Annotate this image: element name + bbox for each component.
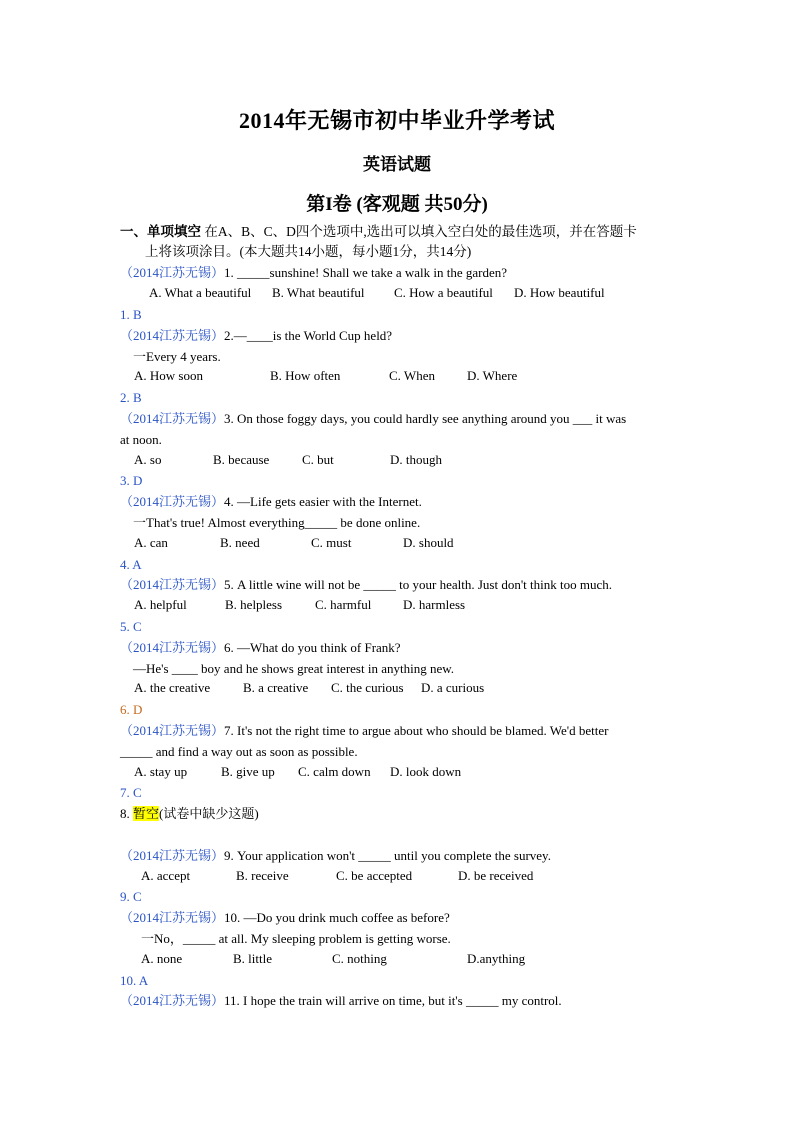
section-title: 第I卷 (客观题 共50分) — [306, 194, 488, 215]
option: D. though — [390, 452, 442, 467]
source-tag: （2014江苏无锡） — [120, 494, 225, 509]
source-tag: （2014江苏无锡） — [120, 411, 225, 426]
source-tag: （2014江苏无锡） — [120, 723, 225, 738]
exam-title: 2014年无锡市初中毕业升学考试 — [238, 108, 555, 133]
option: C. but — [302, 452, 334, 467]
option: D. should — [403, 535, 454, 550]
answer: 9. C — [120, 889, 142, 904]
option: D. look down — [390, 764, 462, 779]
option: C. harmful — [315, 597, 372, 612]
option: A. How soon — [134, 368, 203, 383]
source-tag: （2014江苏无锡） — [120, 640, 225, 655]
source-tag: （2014江苏无锡） — [120, 577, 225, 592]
option: C. calm down — [298, 764, 371, 779]
option: C. How a beautiful — [394, 285, 493, 300]
option: A. the creative — [134, 680, 211, 695]
highlight: 暂空 — [133, 806, 160, 821]
question-stem: （2014江苏无锡）5. A little wine will not be _____ to your health. Just don't think too much. — [120, 577, 612, 592]
option: B. need — [220, 535, 260, 550]
question-stem: （2014江苏无锡）10. —Do you drink much coffee as before? — [120, 910, 450, 925]
option: B. give up — [221, 764, 275, 779]
answer: 6. D — [120, 702, 143, 717]
answer: 2. B — [120, 390, 142, 405]
option: B. How often — [270, 368, 341, 383]
answer: 10. A — [120, 973, 149, 988]
option: A. What a beautiful — [149, 285, 252, 300]
answer: 5. C — [120, 619, 142, 634]
option: D. Where — [467, 368, 518, 383]
option: A. accept — [141, 868, 191, 883]
option: C. must — [311, 535, 352, 550]
option: B. little — [233, 951, 272, 966]
question-line-2: 一That's true! Almost everything_____ be done online. — [133, 515, 421, 530]
question-line-2: 一Every 4 years. — [133, 349, 221, 364]
answer: 4. A — [120, 557, 142, 572]
exam-subtitle: 英语试题 — [363, 155, 431, 174]
option: B. receive — [236, 868, 289, 883]
question-stem: （2014江苏无锡）1. _____sunshine! Shall we take a walk in the garden? — [120, 265, 508, 280]
option: C. be accepted — [336, 868, 413, 883]
source-tag: （2014江苏无锡） — [120, 848, 225, 863]
option: D. How beautiful — [514, 285, 605, 300]
option: A. can — [134, 535, 168, 550]
option: D. harmless — [403, 597, 466, 612]
question-stem: （2014江苏无锡）9. Your application won't _____ until you complete the survey. — [120, 848, 551, 863]
option: B. What beautiful — [272, 285, 365, 300]
answer: 1. B — [120, 307, 142, 322]
option: D.anything — [467, 951, 526, 966]
answer: 7. C — [120, 785, 142, 800]
option: C. When — [389, 368, 435, 383]
option: B. helpless — [225, 597, 283, 612]
source-tag: （2014江苏无锡） — [120, 328, 225, 343]
question-stem: （2014江苏无锡）7. It's not the right time to argue about who should be blamed. We'd better — [120, 723, 609, 738]
option: D. a curious — [421, 680, 485, 695]
option: A. stay up — [134, 764, 188, 779]
question-stem: （2014江苏无锡）4. —Life gets easier with the Internet. — [120, 494, 422, 509]
question-stem: （2014江苏无锡）11. I hope the train will arrive on time, but it's _____ my control. — [120, 993, 562, 1008]
question-stem: （2014江苏无锡）2.—____is the World Cup held? — [120, 328, 393, 343]
option: C. the curious — [331, 680, 404, 695]
option: A. so — [134, 452, 162, 467]
question-line-2: _____ and find a way out as soon as possible. — [120, 744, 358, 759]
question-stem: （2014江苏无锡）3. On those foggy days, you could hardly see anything around you ___ it was — [120, 411, 627, 426]
instruction-line-2: 上将该项涂目。(本大题共14小题，每小题1分，共14分) — [145, 244, 472, 259]
question-stem: （2014江苏无锡）6. —What do you think of Frank? — [120, 640, 401, 655]
question-line-2: —He's ____ boy and he shows great interest in anything new. — [133, 661, 455, 676]
source-tag: （2014江苏无锡） — [120, 265, 225, 280]
option: C. nothing — [332, 951, 387, 966]
part-instructions — [120, 222, 680, 262]
option: A. helpful — [134, 597, 187, 612]
source-tag: （2014江苏无锡） — [120, 993, 225, 1008]
option: A. none — [141, 951, 183, 966]
question-placeholder-line: 8. 暂空(试卷中缺少这题) — [120, 806, 259, 821]
part-heading: 一、单项填空 — [120, 224, 201, 239]
option: B. because — [213, 452, 270, 467]
option: D. be received — [458, 868, 534, 883]
source-tag: （2014江苏无锡） — [120, 910, 225, 925]
instruction-line-1: 在A、B、C、D四个选项中,选出可以填入空白处的最佳选项，并在答题卡 — [201, 224, 637, 239]
question-line-2: 一No，_____ at all. My sleeping problem is getting worse. — [141, 931, 451, 946]
answer: 3. D — [120, 473, 143, 488]
question-line-2: at noon. — [120, 432, 162, 447]
option: B. a creative — [243, 680, 309, 695]
